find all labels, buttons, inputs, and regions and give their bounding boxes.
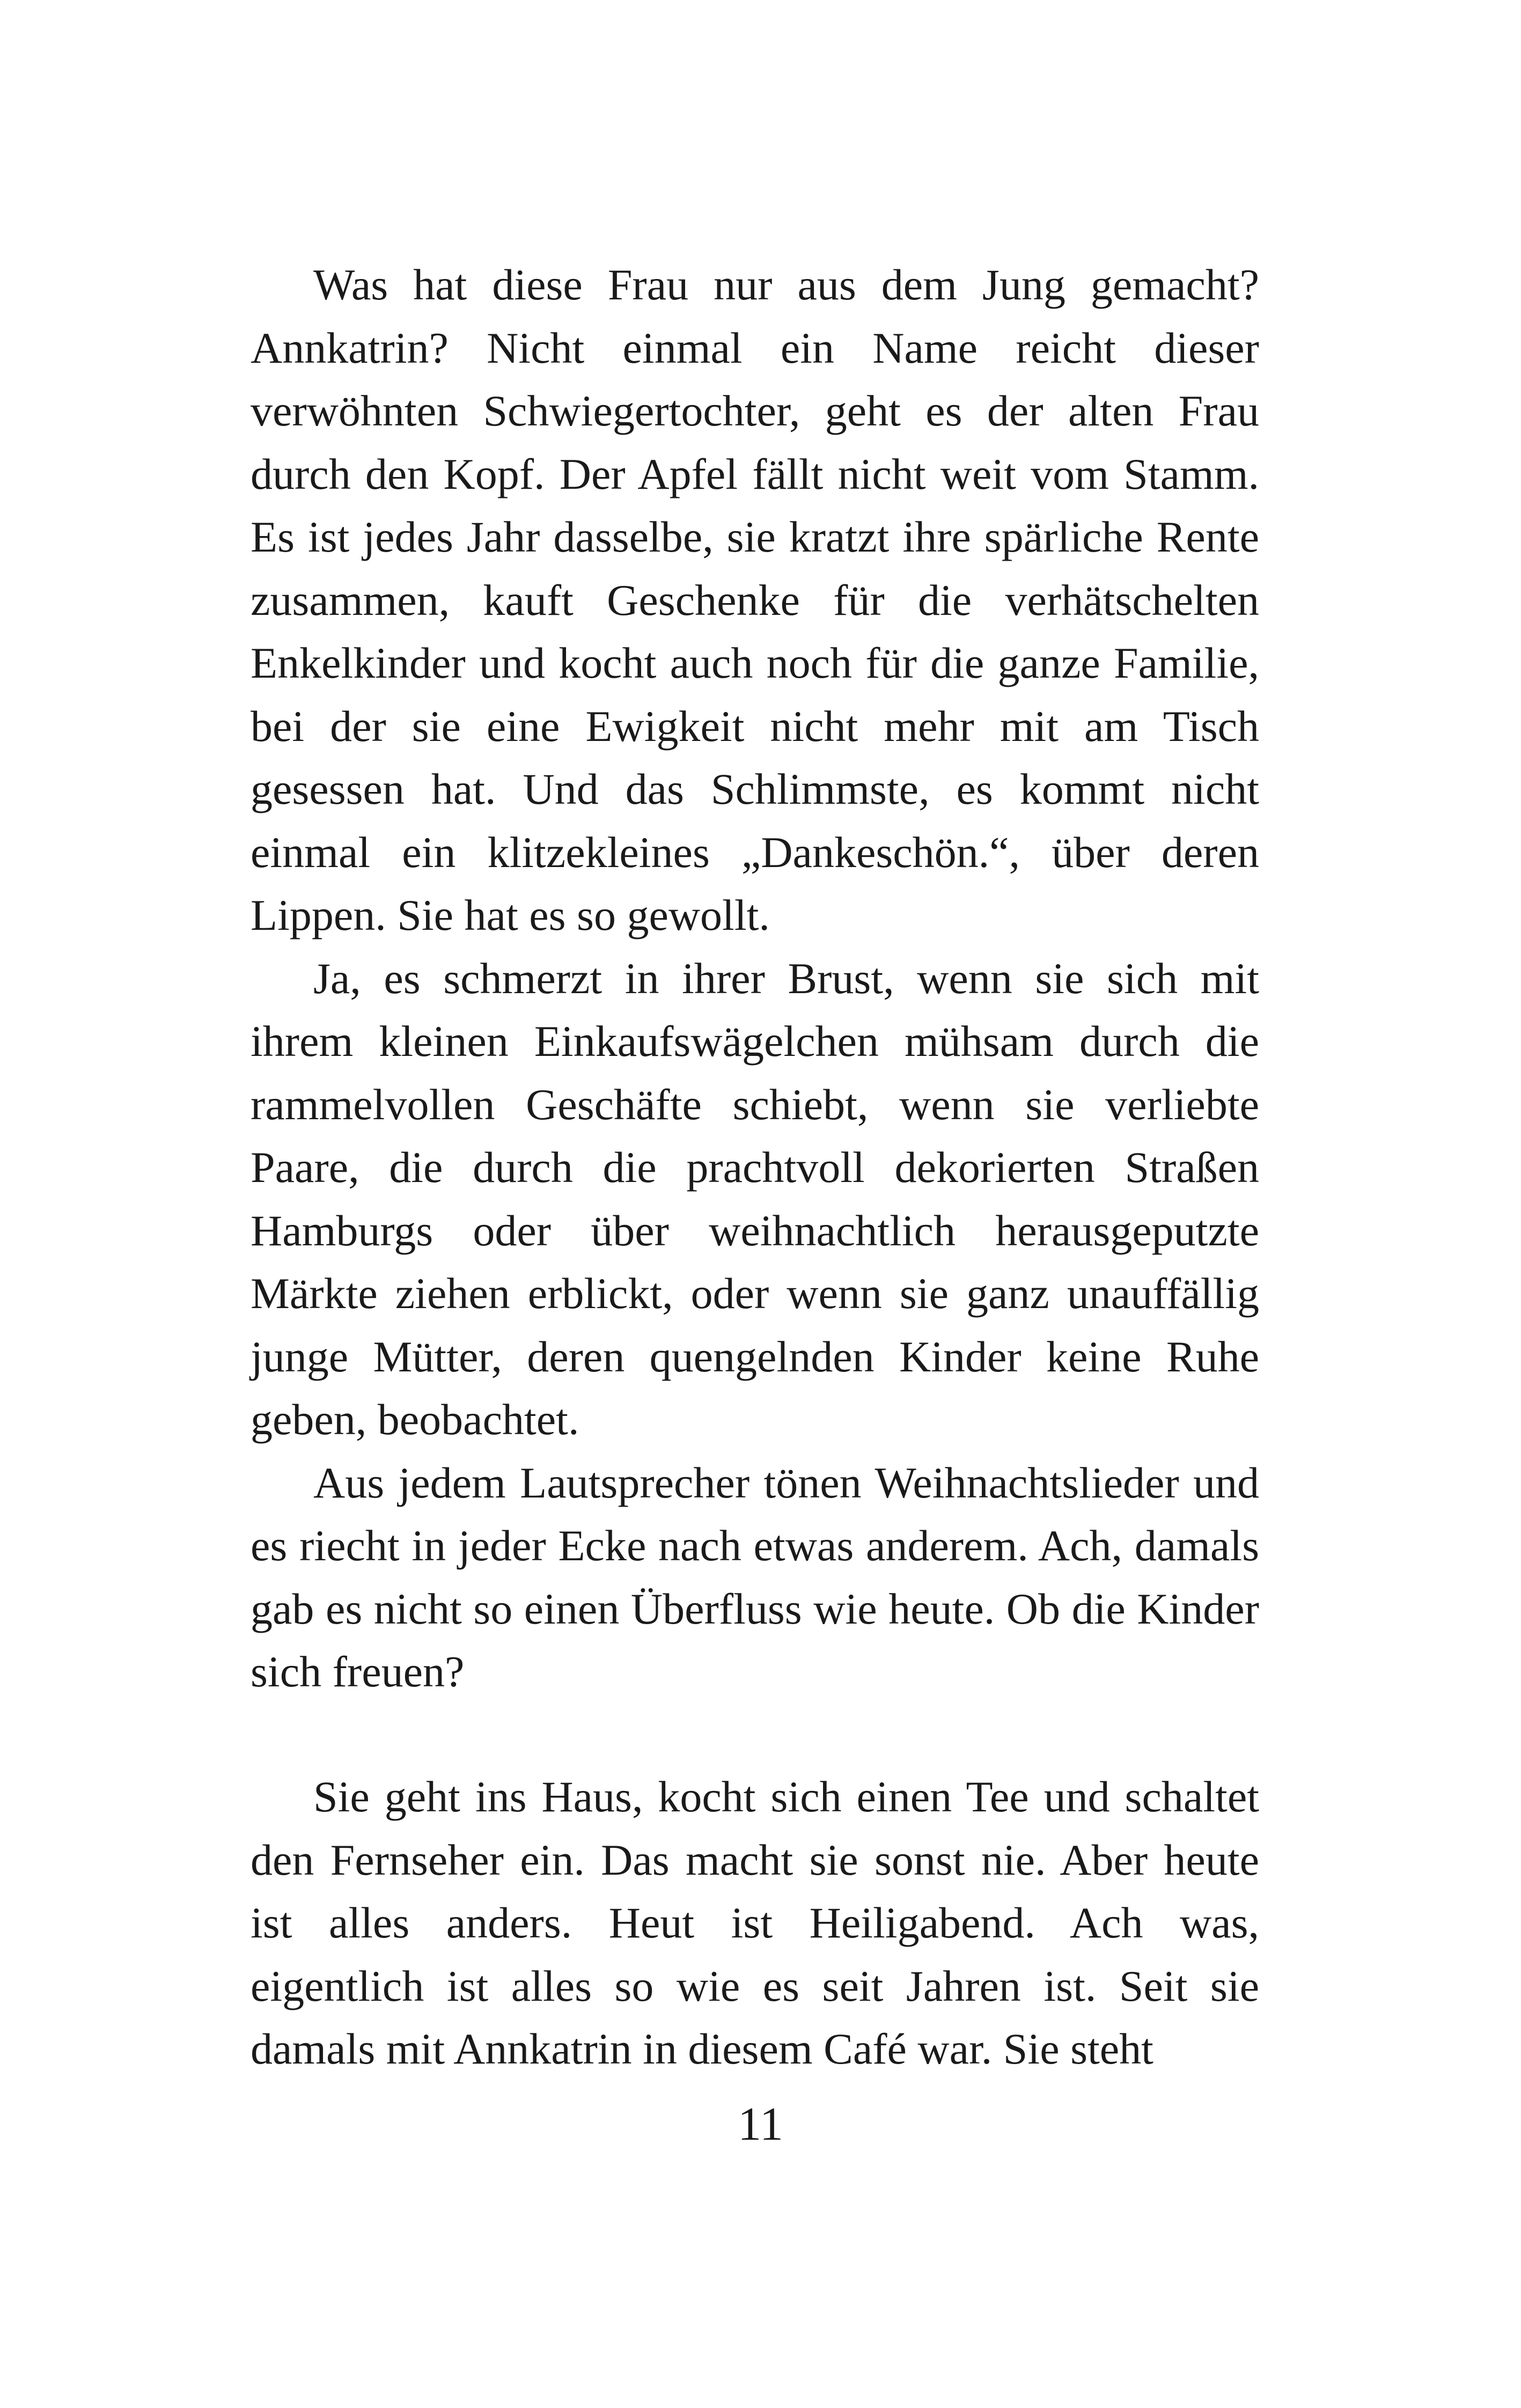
paragraph: Ja, es schmerzt in ihrer Brust, wenn sie sich mit ihrem kleinen Einkaufswägelchen mühsam durch die rammelvollen Geschäfte schiebt, wenn sie verliebte Paare, die durch die prachtvoll dekorierten Straßen Hamburgs oder über weihnachtlich herausgeputzte Märkte ziehen erblickt, oder wenn sie ganz unauffällig junge Mütter, deren quengelnden Kinder keine Ruhe geben, beobachtet.: [251, 953, 1259, 1444]
paragraph: Was hat diese Frau nur aus dem Jung gemacht? Annkatrin? Nicht einmal ein Name reicht dieser verwöhnten Schwiegertochter, geht es der alten Frau durch den Kopf. Der Apfel fällt nicht weit vom Stamm. Es ist jedes Jahr dasselbe, sie kratzt ihre spärliche Rente zusammen, kauft Geschenke für die verhätschelten Enkelkinder und kocht auch noch für die ganze Familie, bei der sie eine Ewigkeit nicht mehr mit am Tisch gesessen hat. Und das Schlimmste, es kommt nicht einmal ein klitzekleines „Dankeschön.“, über deren Lippen. Sie hat es so gewollt.: [251, 260, 1259, 939]
text-section-2: [251, 1765, 1259, 2081]
paragraph: Aus jedem Lautsprecher tönen Weihnachtslieder und es riecht in jeder Ecke nach etwas anderem. Ach, damals gab es nicht so einen Überfluss wie heute. Ob die Kinder sich freuen?: [251, 1458, 1259, 1696]
text-section-1: [251, 253, 1259, 1704]
paragraph: Sie geht ins Haus, kocht sich einen Tee und schaltet den Fernseher ein. Das macht sie sonst nie. Aber heute ist alles anders. Heut ist Heiligabend. Ach was, eigentlich ist alles so wie es seit Jahren ist. Seit sie damals mit Annkatrin in diesem Café war. Sie steht: [251, 1772, 1259, 2073]
page-number: 11: [738, 2098, 783, 2150]
